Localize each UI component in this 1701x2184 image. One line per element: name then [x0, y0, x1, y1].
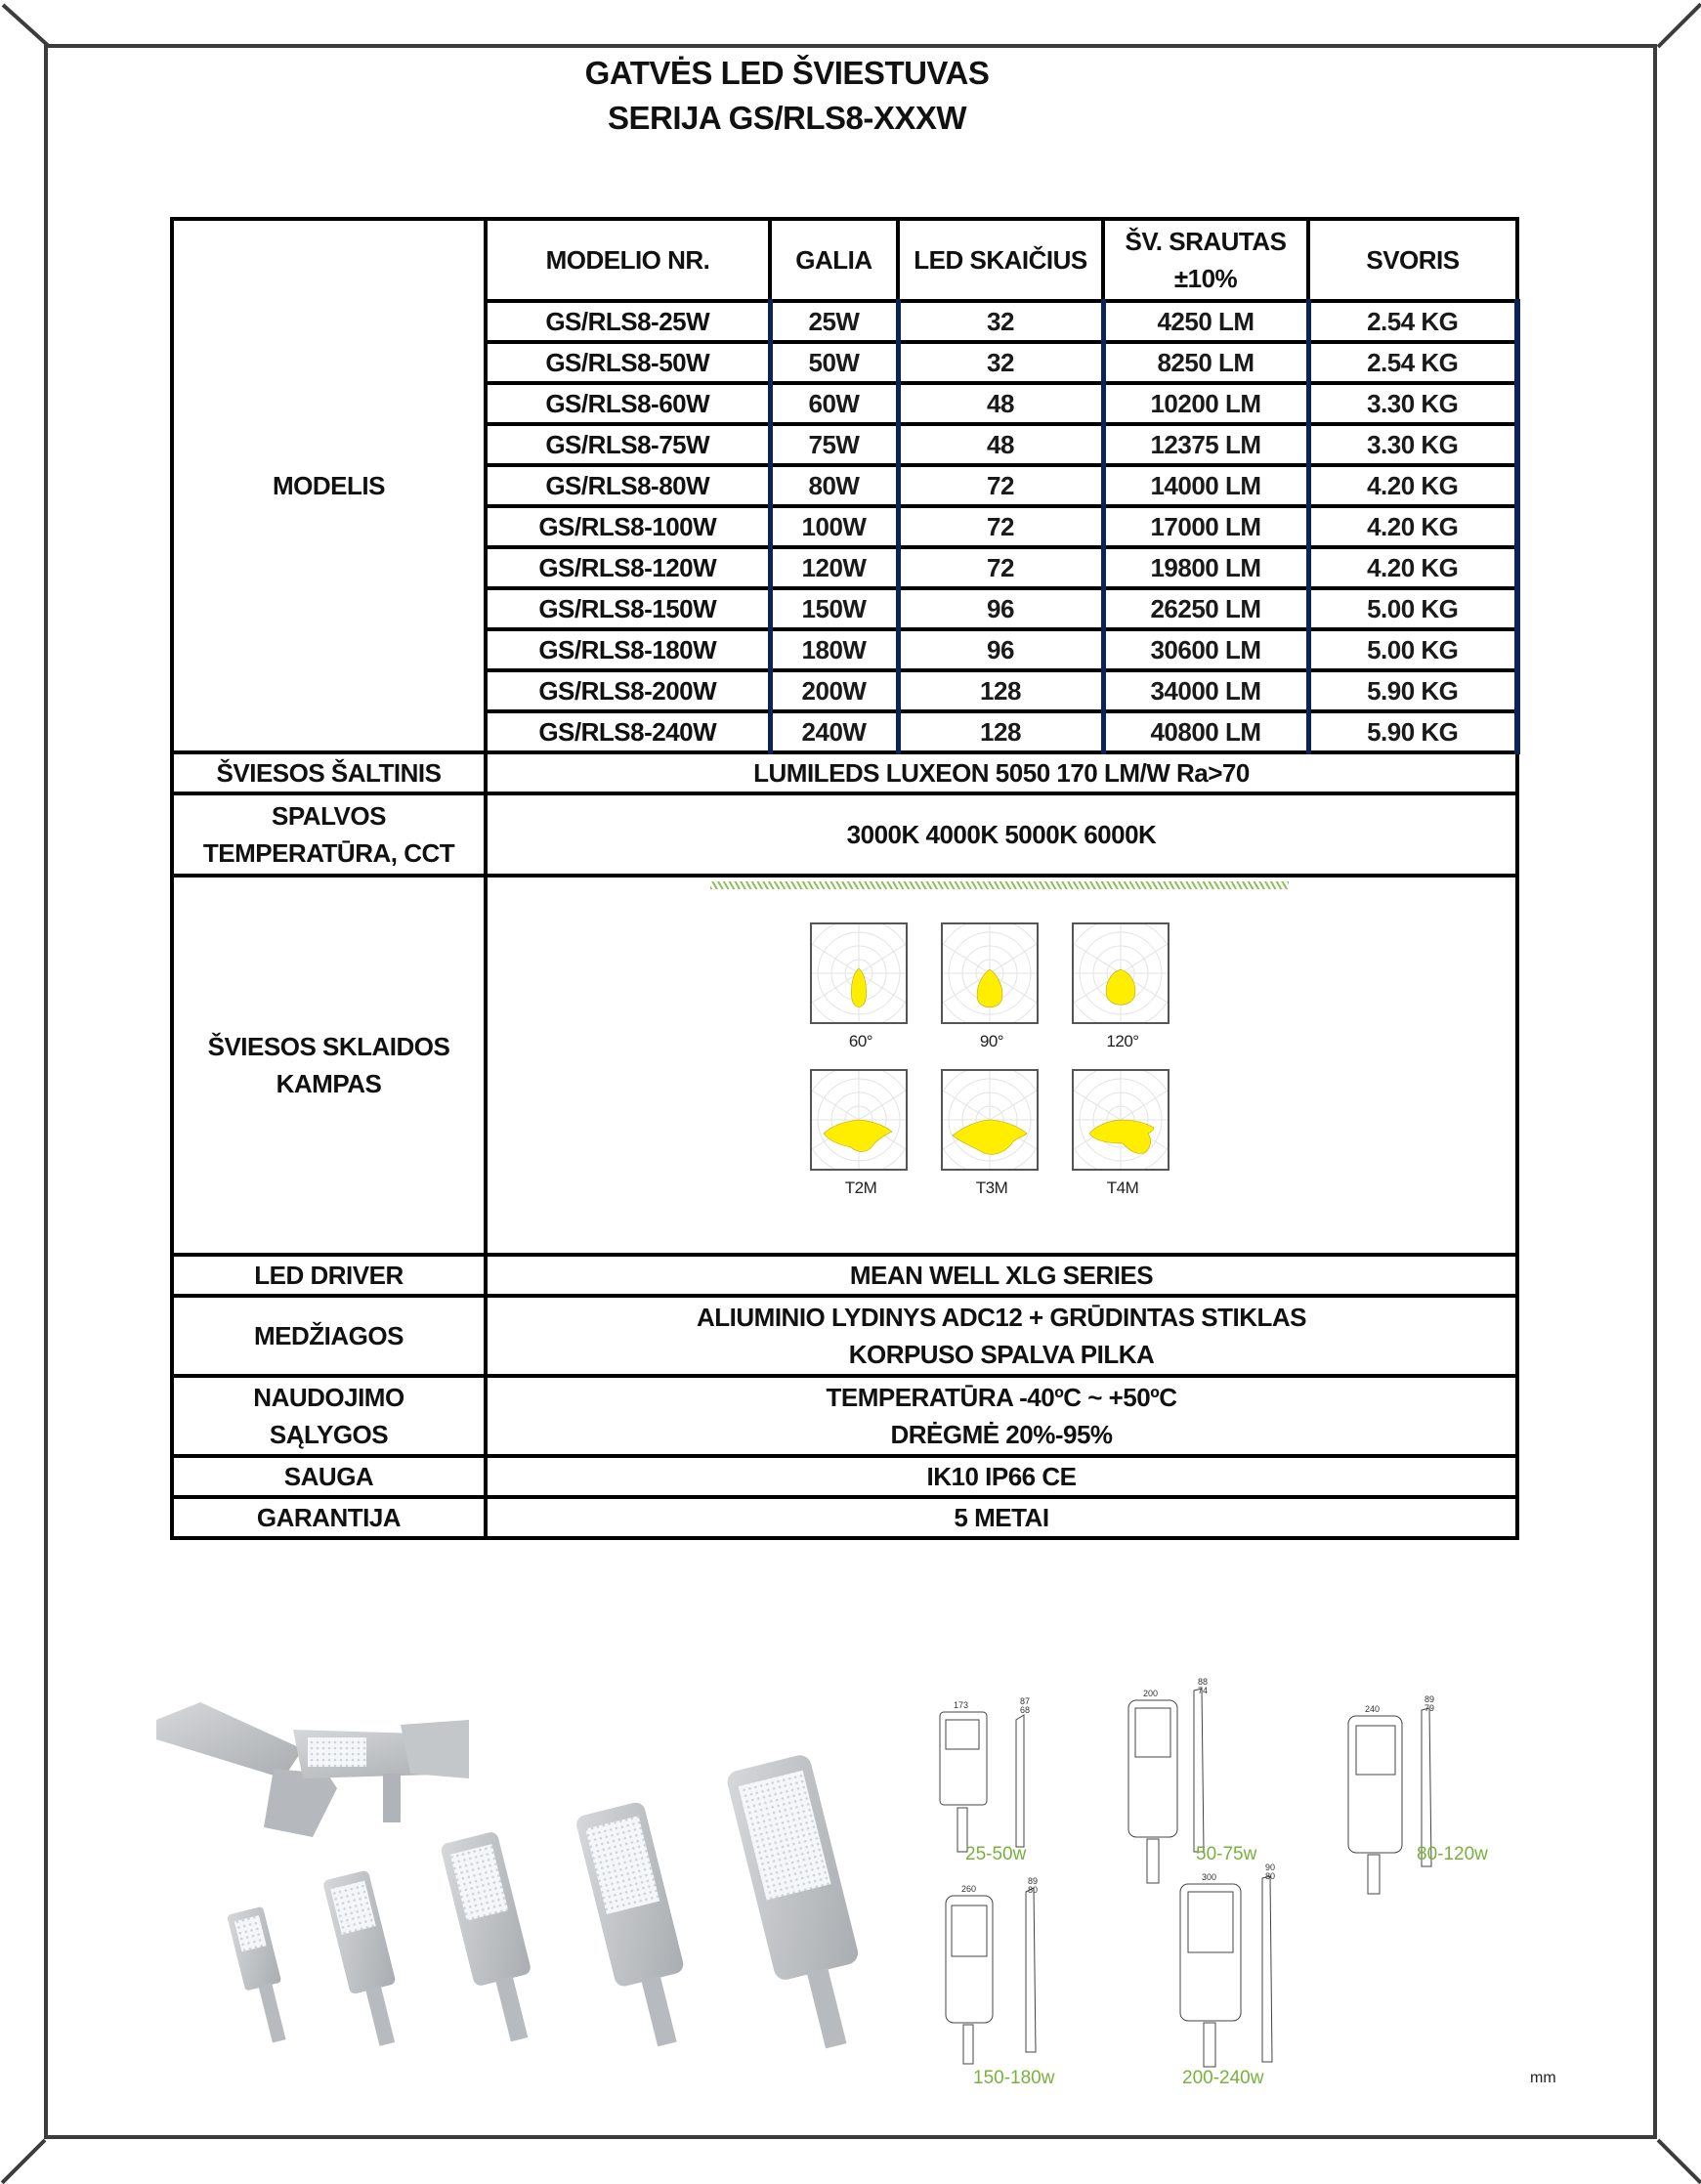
beam-diagram-t2m: T2M	[810, 1069, 912, 1198]
units-label: mm	[1530, 2070, 1556, 2086]
table-row: GS/RLS8-50W 50W 32 8250 LM 2.54 KG	[172, 342, 1517, 383]
header-flux: ŠV. SRAUTAS ±10%	[1103, 219, 1308, 301]
table-header-row	[172, 219, 1517, 301]
drawing-label-80-120w: 80-120w	[1417, 1844, 1488, 1864]
table-row: GS/RLS8-75W 75W 48 12375 LM 3.30 KG	[172, 424, 1517, 465]
table-row: GS/RLS8-25W 25W 32 4250 LM 2.54 KG	[172, 301, 1517, 342]
spec-row-beam-angle: ŠVIESOS SKLAIDOS KAMPAS 60° 90° 120° T2M T3M T4M	[172, 876, 1517, 1255]
polar-t3m-icon	[943, 1071, 1037, 1169]
svg-text:89: 89	[1425, 1694, 1435, 1704]
dimension-drawings-icon	[918, 1661, 1583, 2091]
street-lights-photo-icon	[156, 1681, 879, 2072]
models-label: MODELIS	[172, 219, 486, 752]
decorative-hatch-bar	[710, 881, 1289, 889]
table-row: GS/RLS8-80W 80W 72 14000 LM 4.20 KG	[172, 465, 1517, 506]
svg-text:88: 88	[1198, 1677, 1209, 1687]
table-row: GS/RLS8-200W 200W 128 34000 LM 5.90 KG	[172, 670, 1517, 711]
svg-text:260: 260	[961, 1884, 977, 1894]
table-row: GS/RLS8-180W 180W 96 30600 LM 5.00 KG	[172, 629, 1517, 670]
beam-diagram-60: 60°	[810, 922, 912, 1051]
svg-text:87: 87	[1020, 1696, 1031, 1706]
svg-text:68: 68	[1020, 1705, 1031, 1715]
spec-row-safety: SAUGA IK10 IP66 CE	[172, 1456, 1517, 1497]
svg-text:74: 74	[1198, 1686, 1209, 1695]
svg-text:173: 173	[954, 1700, 969, 1710]
spec-row-light-source: ŠVIESOS ŠALTINIS LUMILEDS LUXEON 5050 170 LM/W Ra>70	[172, 752, 1517, 793]
spec-row-conditions: NAUDOJIMO SĄLYGOS TEMPERATŪRA -40ºC ~ +50ºC DRĖGMĖ 20%-95%	[172, 1376, 1517, 1456]
table-row: GS/RLS8-240W 240W 128 40800 LM 5.90 KG	[172, 711, 1517, 752]
svg-text:200: 200	[1143, 1689, 1159, 1698]
title-line-1: GATVĖS LED ŠVIESTUVAS	[584, 55, 990, 91]
svg-text:300: 300	[1202, 1872, 1217, 1882]
beam-diagram-t4m: T4M	[1072, 1069, 1173, 1198]
beam-diagrams-cell	[486, 876, 1517, 1255]
frame-corner-tl	[2, 4, 50, 47]
product-photos	[156, 1681, 879, 2072]
beam-diagram-t3m: T3M	[941, 1069, 1042, 1198]
table-row: GS/RLS8-120W 120W 72 19800 LM 4.20 KG	[172, 547, 1517, 588]
beam-diagram-90: 90°	[941, 922, 1042, 1051]
spec-table	[170, 217, 1520, 1540]
drawing-label-200-240w: 200-240w	[1182, 2068, 1264, 2088]
beam-diagram-120: 120°	[1072, 922, 1173, 1051]
polar-t2m-icon	[812, 1071, 906, 1169]
header-model: MODELIO NR.	[486, 219, 770, 301]
dimension-drawings	[918, 1661, 1583, 2091]
drawing-label-25-50w: 25-50w	[965, 1844, 1027, 1864]
drawing-label-50-75w: 50-75w	[1196, 1844, 1257, 1864]
polar-120-icon	[1074, 924, 1168, 1022]
spec-row-materials: MEDŽIAGOS ALIUMINIO LYDINYS ADC12 + GRŪDINTAS STIKLAS KORPUSO SPALVA PILKA	[172, 1296, 1517, 1376]
table-row: GS/RLS8-150W 150W 96 26250 LM 5.00 KG	[172, 588, 1517, 629]
svg-text:80: 80	[1028, 1885, 1039, 1895]
drawing-label-150-180w: 150-180w	[973, 2068, 1055, 2088]
svg-text:240: 240	[1365, 1704, 1381, 1714]
header-led-count: LED SKAIČIUS	[898, 219, 1103, 301]
polar-90-icon	[943, 924, 1037, 1022]
table-row: GS/RLS8-60W 60W 48 10200 LM 3.30 KG	[172, 383, 1517, 424]
spec-row-warranty: GARANTIJA 5 METAI	[172, 1497, 1517, 1538]
table-row: GS/RLS8-100W 100W 72 17000 LM 4.20 KG	[172, 506, 1517, 547]
page-title	[0, 51, 1701, 141]
spec-row-cct: SPALVOS TEMPERATŪRA, CCT 3000K 4000K 5000K 6000K	[172, 793, 1517, 876]
svg-text:89: 89	[1028, 1876, 1039, 1886]
spec-row-driver: LED DRIVER MEAN WELL XLG SERIES	[172, 1255, 1517, 1296]
svg-text:79: 79	[1425, 1703, 1435, 1713]
title-line-2: SERIJA GS/RLS8-XXXW	[607, 100, 967, 136]
header-weight: SVORIS	[1308, 219, 1517, 301]
svg-text:90: 90	[1265, 1863, 1276, 1872]
svg-text:80: 80	[1265, 1871, 1276, 1881]
frame-corner-tr	[1657, 3, 1701, 49]
header-power: GALIA	[770, 219, 898, 301]
frame-corner-br	[1657, 2139, 1701, 2184]
frame-corner-bl	[1, 2139, 47, 2184]
polar-t4m-icon	[1074, 1071, 1168, 1169]
polar-60-icon	[812, 924, 906, 1022]
